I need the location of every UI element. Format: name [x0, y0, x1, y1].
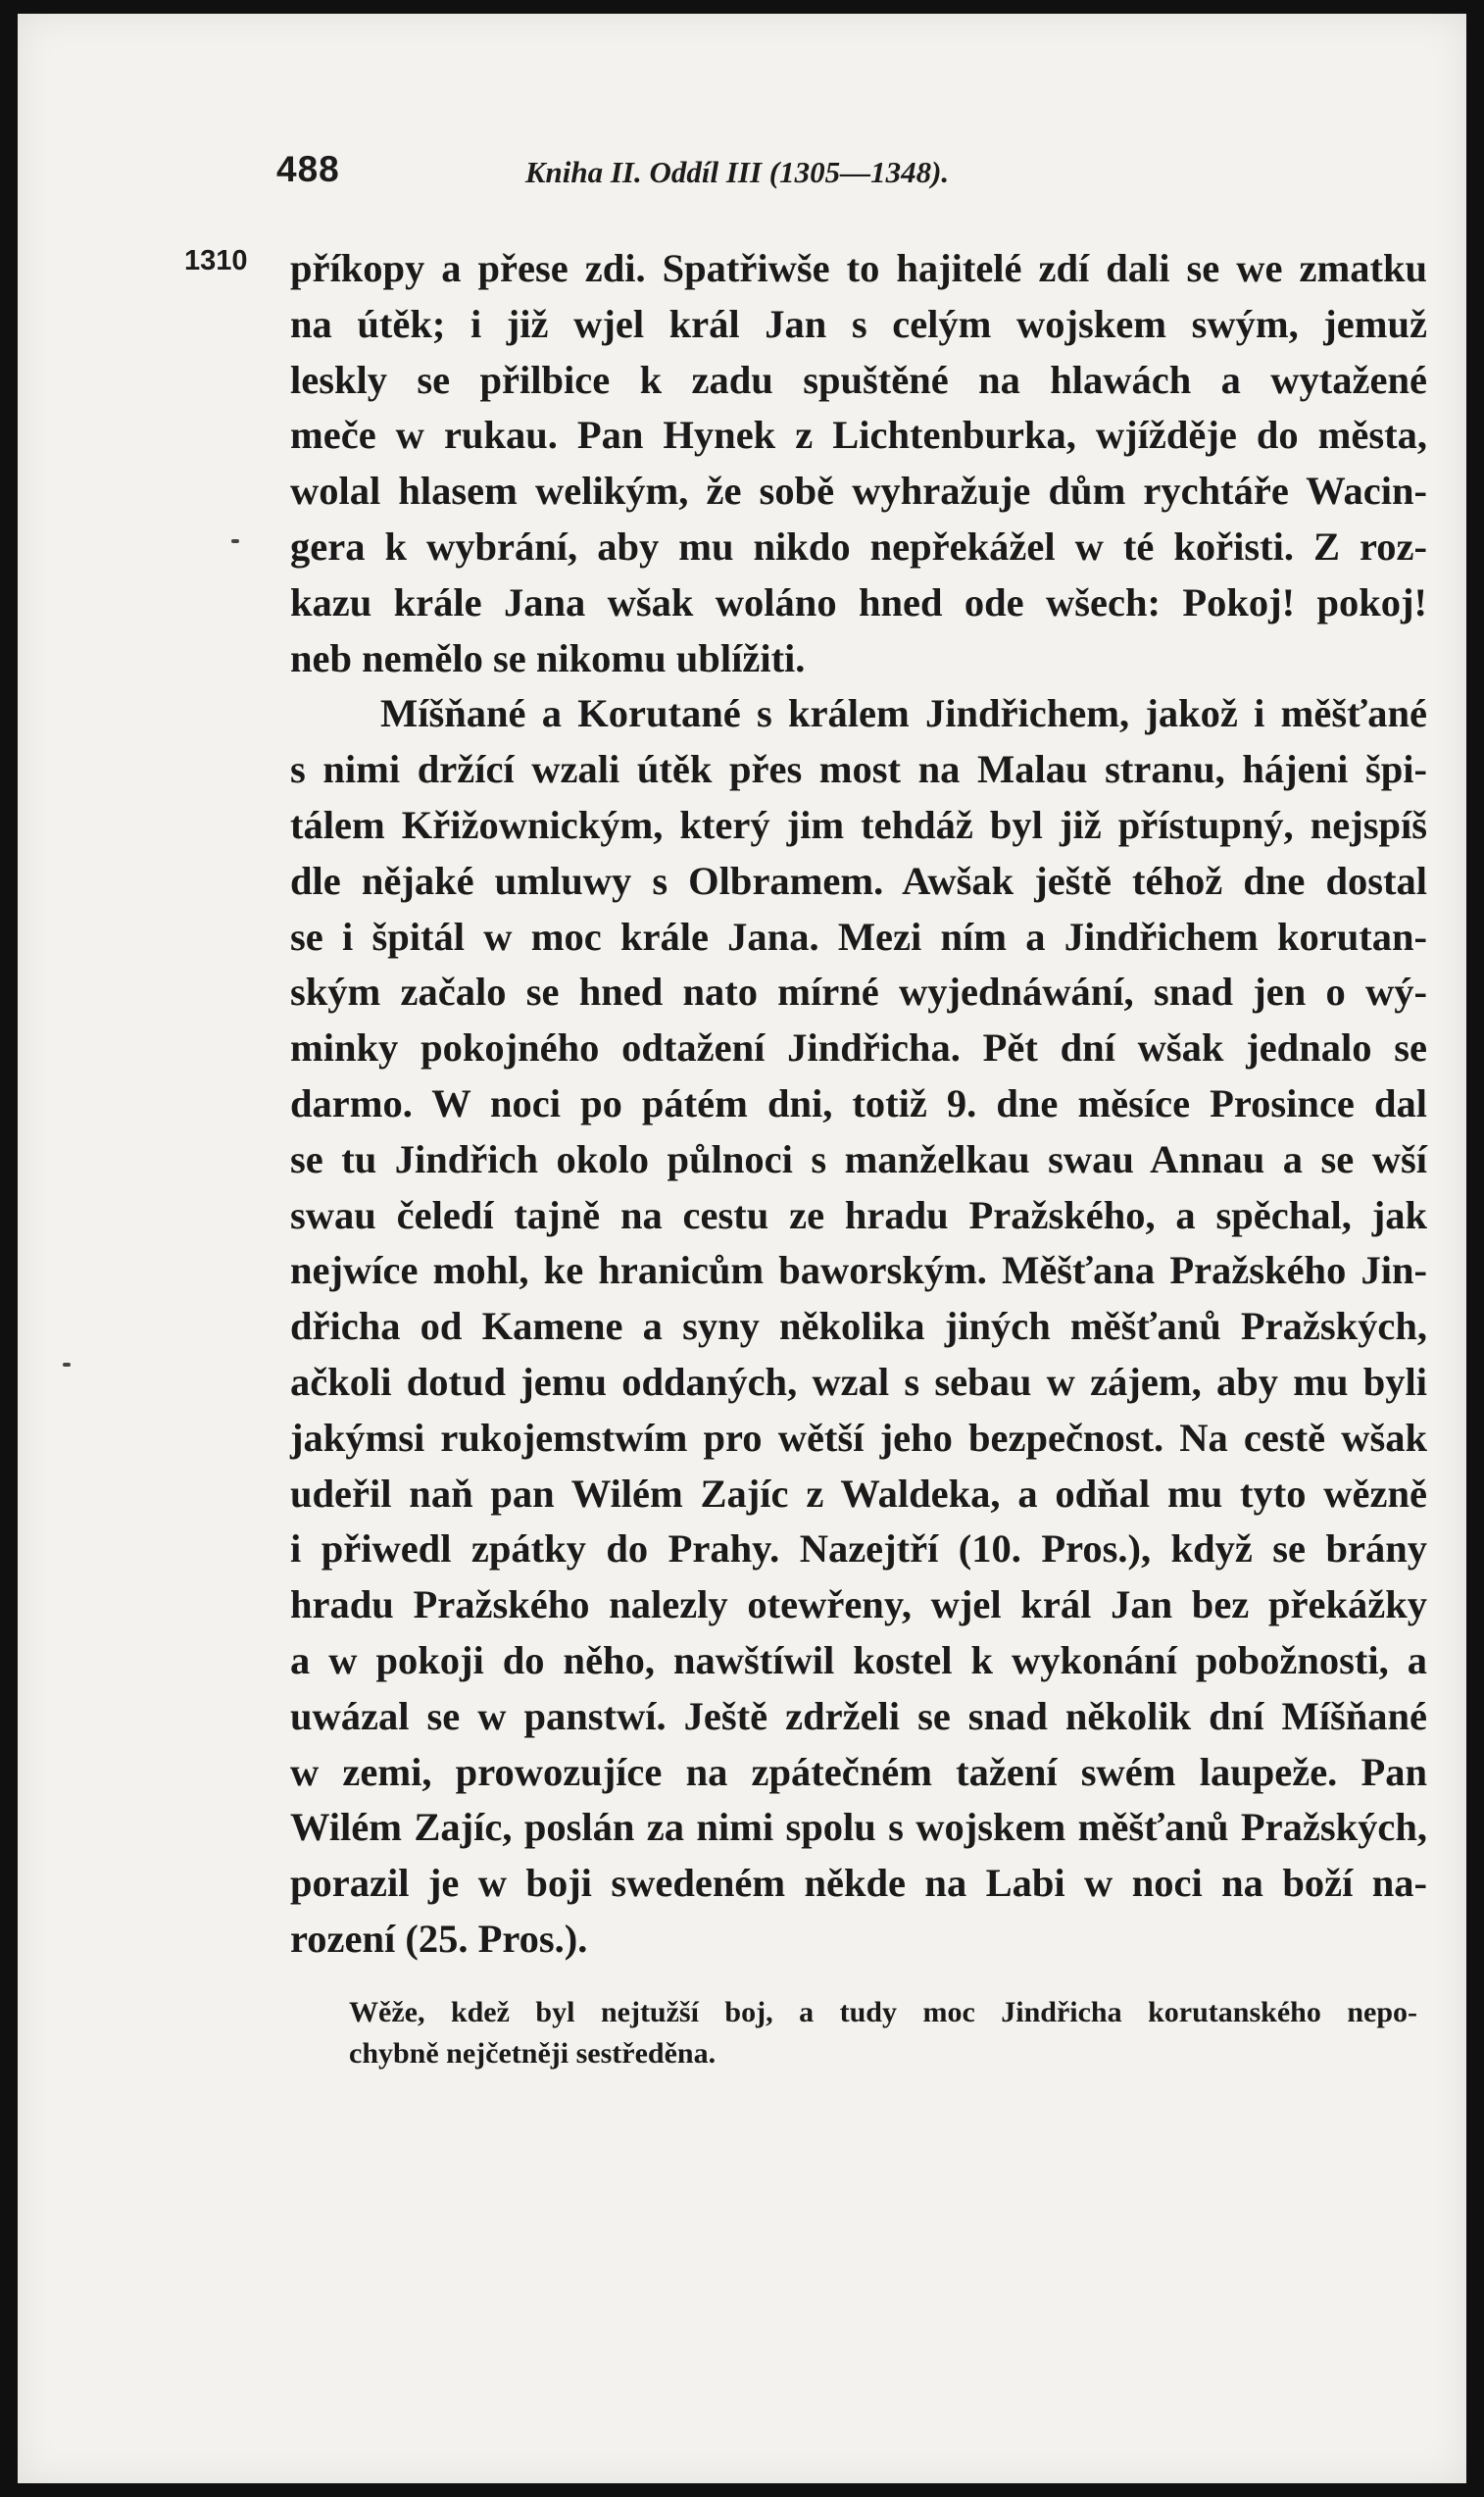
text-line: swau čeledí tajně na cestu ze hradu Pražského, a spěchal, jak [290, 1192, 1427, 1237]
book-page [18, 14, 1466, 2483]
text-line: w zemi, prowozujíce na zpátečném tažení swém laupeže. Pan [290, 1749, 1427, 1794]
footnote-line: chybně nejčetněji sestředěna. [349, 2037, 717, 2070]
text-line: kazu krále Jana wšak woláno hned ode wšech: Pokoj! pokoj! [290, 579, 1427, 624]
text-line: neb nemělo se nikomu ublížiti. [290, 635, 806, 680]
body-text [290, 241, 1427, 1968]
text-line: Wilém Zajíc, poslán za nimi spolu s wojskem měšťanů Pražských, [290, 1805, 1427, 1850]
text-line: leskly se přilbice k zadu spuštěné na hlawách a wytažené [290, 357, 1427, 402]
text-line: gera k wybrání, aby mu nikdo nepřekážel w té kořisti. Z roz- [290, 524, 1427, 569]
text-line: hradu Pražského nalezly otewřeny, wjel král Jan bez překážky [290, 1582, 1427, 1627]
text-line: příkopy a přese zdi. Spatřiwše to hajitelé zdí dali se we zmatku [290, 246, 1427, 290]
text-line: i přiwedl zpátky do Prahy. Nazejtří (10. Pros.), když se brány [290, 1526, 1427, 1572]
text-line: dřicha od Kamene a syny několika jiných měšťanů Pražských, [290, 1304, 1427, 1349]
margin-year-note: 1310 [184, 245, 248, 276]
running-title: Kniha II. Oddíl III (1305—1348). [524, 155, 950, 189]
text-line: na útěk; i již wjel král Jan s celým wojskem swým, jemuž [290, 301, 1427, 346]
text-line: uwázal se w panstwí. Ještě zdrželi se snad několik dní Míšňané [290, 1693, 1427, 1738]
margin-speck [231, 539, 239, 543]
text-line: minky pokojného odtažení Jindřicha. Pět dní wšak jednalo se [290, 1025, 1427, 1071]
text-line: udeřil naň pan Wilém Zajíc z Waldeka, a odňal mu tyto wězně [290, 1471, 1427, 1516]
text-line: se i špitál w moc krále Jana. Mezi ním a Jindřichem korutan- [290, 914, 1427, 959]
text-line: jakýmsi rukojemstwím pro wětší jeho bezpečnost. Na cestě wšak [290, 1415, 1427, 1460]
text-line: ským začalo se hned nato mírné wyjednáwání, snad jen o wý- [290, 970, 1427, 1015]
footnote [349, 1992, 1417, 2074]
text-line: meče w rukau. Pan Hynek z Lichtenburka, wjížděje do města, [290, 413, 1427, 458]
margin-speck [63, 1363, 71, 1367]
footnote-line: Wěže, kdež byl nejtužší boj, a tudy moc Jindřicha korutanského nepo- [349, 1996, 1417, 2028]
text-line: tálem Křižownickým, který jim tehdáž byl již přístupný, nejspíš [290, 802, 1427, 847]
text-line: ačkoli dotud jemu oddaných, wzal s sebau w zájem, aby mu byli [290, 1359, 1427, 1404]
text-line: rození (25. Pros.). [290, 1916, 588, 1961]
page-number: 488 [276, 149, 340, 189]
text-line: porazil je w boji swedeném někde na Labi w noci na boží na- [290, 1861, 1427, 1906]
text-line: dle nějaké umluwy s Olbramem. Awšak ještě téhož dne dostal [290, 858, 1427, 903]
text-line: nejwíce mohl, ke hranicům baworským. Měšťana Pražského Jin- [290, 1248, 1427, 1293]
text-line: s nimi držící wzali útěk přes most na Malau stranu, hájeni špi- [290, 747, 1427, 792]
text-line: se tu Jindřich okolo půlnoci s manželkau swau Annau a se wší [290, 1136, 1427, 1181]
page-header [276, 149, 1119, 204]
text-line: wolal hlasem welikým, že sobě wyhražuje dům rychtáře Wacin- [290, 469, 1427, 514]
text-line: a w pokoji do něho, nawštíwil kostel k wykonání pobožnosti, a [290, 1637, 1427, 1682]
text-line-paragraph-start: Míšňané a Korutané s králem Jindřichem, jakož i měšťané [380, 691, 1427, 736]
text-line: darmo. W noci po pátém dni, totiž 9. dne měsíce Prosince dal [290, 1080, 1427, 1125]
